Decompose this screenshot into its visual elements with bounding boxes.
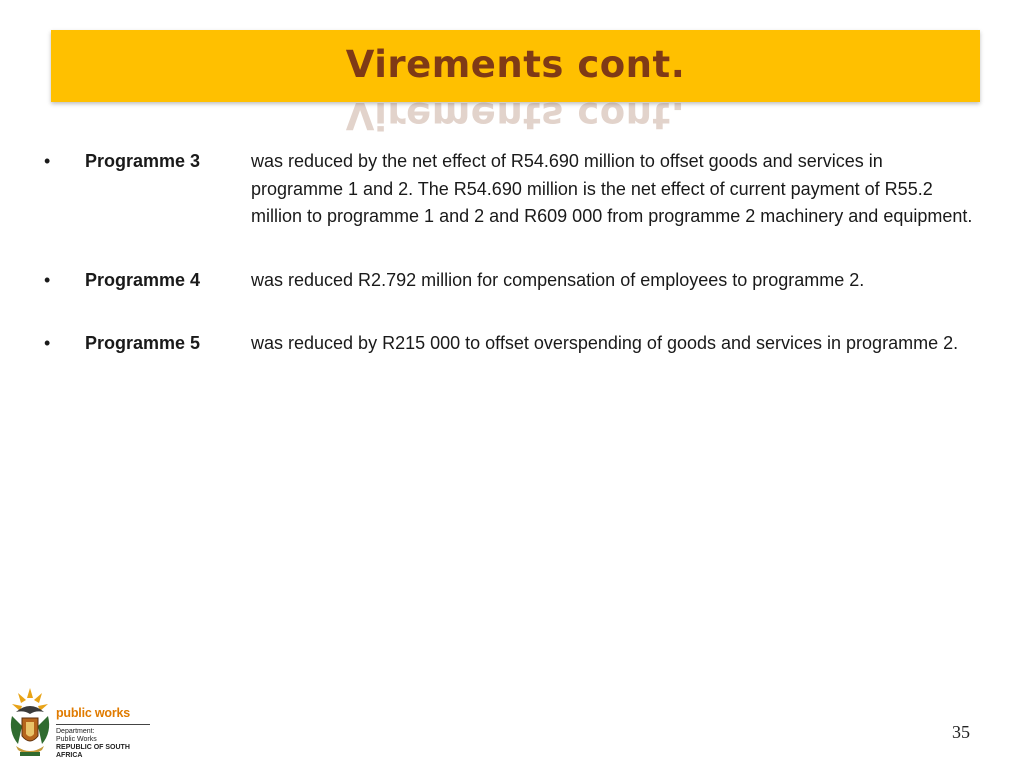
slide-title: Virements cont. [345,43,686,86]
item-description: was reduced R2.792 million for compensation of employees to programme 2. [251,269,865,290]
item-label: Programme 3 [85,151,201,171]
bullet-icon: • [44,333,51,353]
item-label: Programme 5 [85,333,201,353]
coat-of-arms-icon [6,686,54,760]
list-item [44,267,984,295]
list-item [44,330,984,358]
item-description: was reduced by R215 000 to offset overspending of goods and services in programme 2. [251,333,959,353]
department-logo [4,684,154,762]
logo-divider [56,724,150,725]
bullet-icon: • [44,151,51,171]
logo-country: REPUBLIC OF SOUTH AFRICA [56,744,130,759]
logo-department-name: Public Works [56,736,97,743]
item-description: was reduced by the net effect of R54.690 million to offset goods and services in programme 1 and 2. The R54.690 million is the net effect of current payment of R55.2 million to programme 1 and 2 and R609 000 from programme 2 machinery and equipment. [251,151,973,226]
slide-title-reflection: Virements cont. [345,94,686,137]
logo-brand-text: public works [56,706,131,720]
page-number: 35 [952,722,970,742]
title-banner [51,30,980,137]
bullet-list [44,148,984,394]
logo-department: Department: [56,728,95,735]
bullet-icon: • [44,269,51,290]
item-label: Programme 4 [85,269,201,290]
list-item [44,148,984,231]
